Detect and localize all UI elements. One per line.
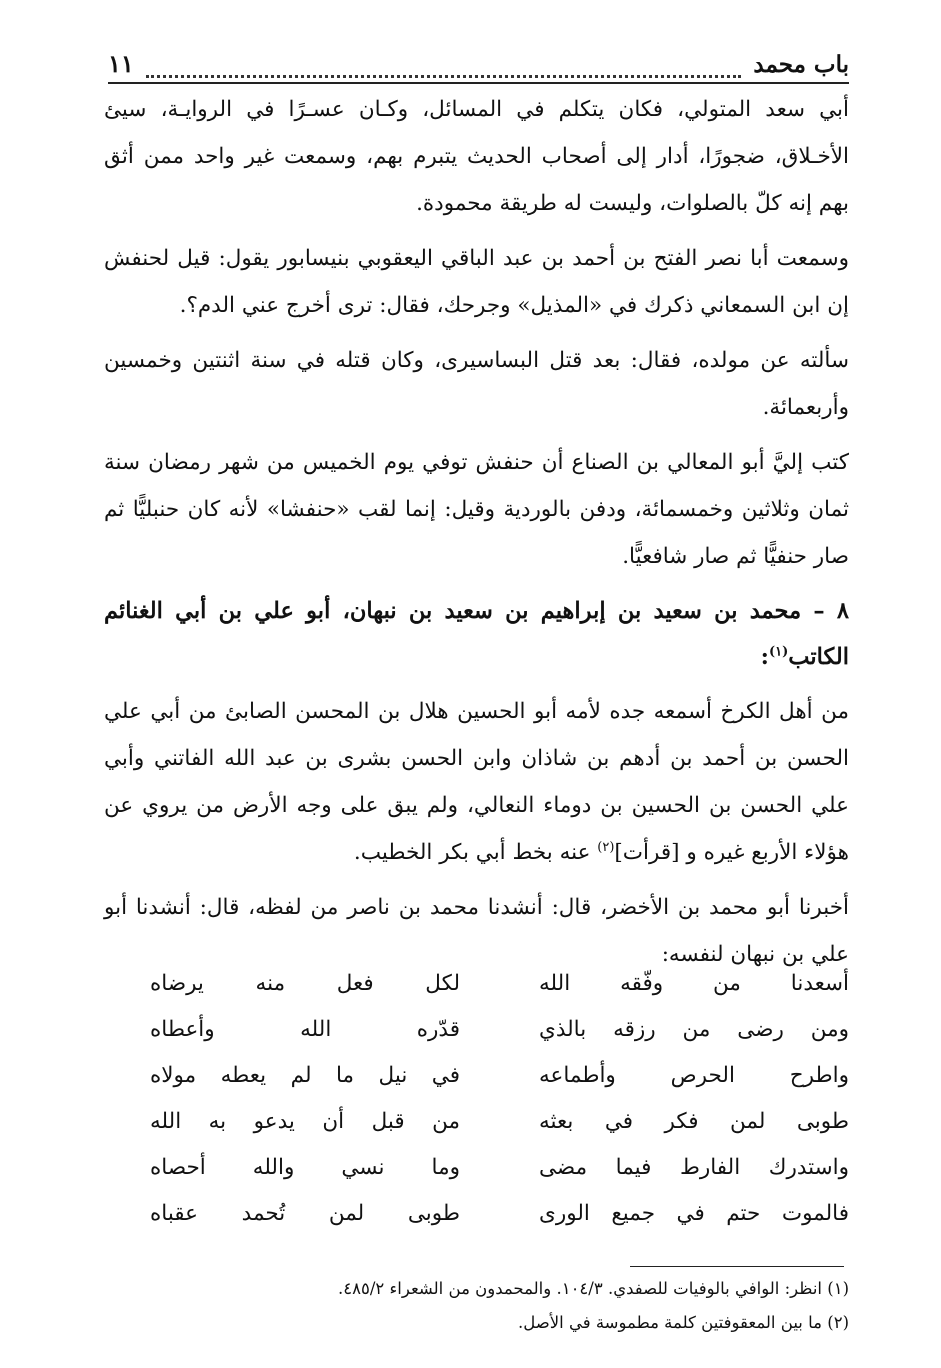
entry-paragraph-1 [104, 688, 849, 876]
paragraph-3: سألته عن مولده، فقال: بعد قتل البساسيرى، وكان قتله في سنة اثنتين وخمسين وأربعمائة. [104, 348, 849, 420]
verse [150, 1006, 849, 1052]
entry-heading-text: ٨ – محمد بن سعيد بن إبراهيم بن سعيد بن نبهان، أبو علي بن أبي الغنائم الكاتب [104, 598, 849, 670]
verse [150, 960, 849, 1006]
verse [150, 1190, 849, 1236]
verse-second-hemistich: لكل فعل منه يرضاه [150, 970, 460, 996]
verse [150, 1098, 849, 1144]
poem [150, 960, 849, 1236]
entry-heading [104, 588, 849, 680]
verse [150, 1052, 849, 1098]
footnote-ref-1: (١) [768, 644, 789, 660]
paragraph-4: كتب إليَّ أبو المعالي بن الصناع أن حنفش توفي يوم الخميس من شهر رمضان سنة ثمان وثلاثين وخمسمائة، ودفن بالوردية وقيل: إنما لقب «حنفشا» لأنه كان حنبليًّا ثم صار حنفيًّا ثم صار شافعيًّا. [104, 450, 849, 569]
verse [150, 1144, 849, 1190]
verse-second-hemistich: قدّره الله وأعطاه [150, 1016, 460, 1042]
footnotes [240, 1272, 849, 1340]
verse-second-hemistich: في نيل ما لم يعطه مولاه [150, 1062, 460, 1088]
paragraph-1: أبي سعد المتولي، فكان يتكلم في المسائل، وكـان عسـرًا في الروايـة، سيئ الأخـلاق، ضجورًا، أدار إلى أصحاب الحديث يتبرم بهم، وسمعت غير واحد ممن أثق بهم إنه كلّ بالصلوات، وليست له طريقة محمودة. [104, 97, 849, 216]
header-leader-dots [146, 65, 742, 78]
main-text [104, 86, 849, 978]
verse-second-hemistich: وما نسي والله أحصاه [150, 1154, 460, 1180]
verse-first-hemistich: فالموت حتم في جميع الورى [539, 1200, 849, 1226]
verse-first-hemistich: ومن رضى من رزقه بالذي [539, 1016, 849, 1042]
verse-first-hemistich: طوبى لمن فكر في بعثه [539, 1108, 849, 1134]
page-number: ١١ [108, 49, 134, 78]
verse-first-hemistich: واستدرك الفارط فيما مضى [539, 1154, 849, 1180]
verse-first-hemistich: أسعدنا من وفّقه الله [539, 970, 849, 996]
footnote-2: (٢) ما بين المعقوفتين كلمة مطموسة في الأصل. [517, 1313, 849, 1332]
entry-paragraph-1-end: عنه بخط أبي بكر الخطيب. [353, 840, 598, 865]
footnote-1: (١) انظر: الوافي بالوفيات للصفدي. ١٠٤/٣. والمحمدون من الشعراء ٤٨٥/٢. [338, 1279, 849, 1298]
verse-second-hemistich: طوبى لمن تُحمد عقباه [150, 1200, 460, 1226]
paragraph-2: وسمعت أبا نصر الفتح بن أحمد بن عبد الباقي اليعقوبي بنيسابور يقول: قيل لحنفش إن ابن السمعاني ذكرك في «المذيل» وجرحك، فقال: ترى أخرج عني الدم؟. [104, 246, 849, 318]
footnote-separator [630, 1266, 844, 1267]
running-header [108, 38, 849, 84]
footnote-ref-2: (٢) [597, 839, 615, 855]
verse-second-hemistich: من قبل أن يدعو به الله [150, 1108, 460, 1134]
verse-first-hemistich: واطرح الحرص وأطماعه [539, 1062, 849, 1088]
entry-heading-colon: : [760, 644, 769, 670]
chapter-title: باب محمد [753, 51, 849, 78]
entry-paragraph-2: أخبرنا أبو محمد بن الأخضر، قال: أنشدنا محمد بن ناصر من لفظه، قال: أنشدنا أبو علي بن نبهان لنفسه: [104, 895, 849, 967]
entry-paragraph-1-text: من أهل الكرخ أسمعه جده لأمه أبو الحسين هلال بن المحسن الصابئ من أبي علي الحسن بن أحمد بن أدهم بن شاذان وابن الحسن بشرى بن عبد الله الفاتني وأبي علي الحسن بن الحسين بن دوماء النعالي، ولم يبق على وجه الأرض من يروي عن هؤلاء الأربع غيره و [قرأت] [104, 699, 849, 865]
